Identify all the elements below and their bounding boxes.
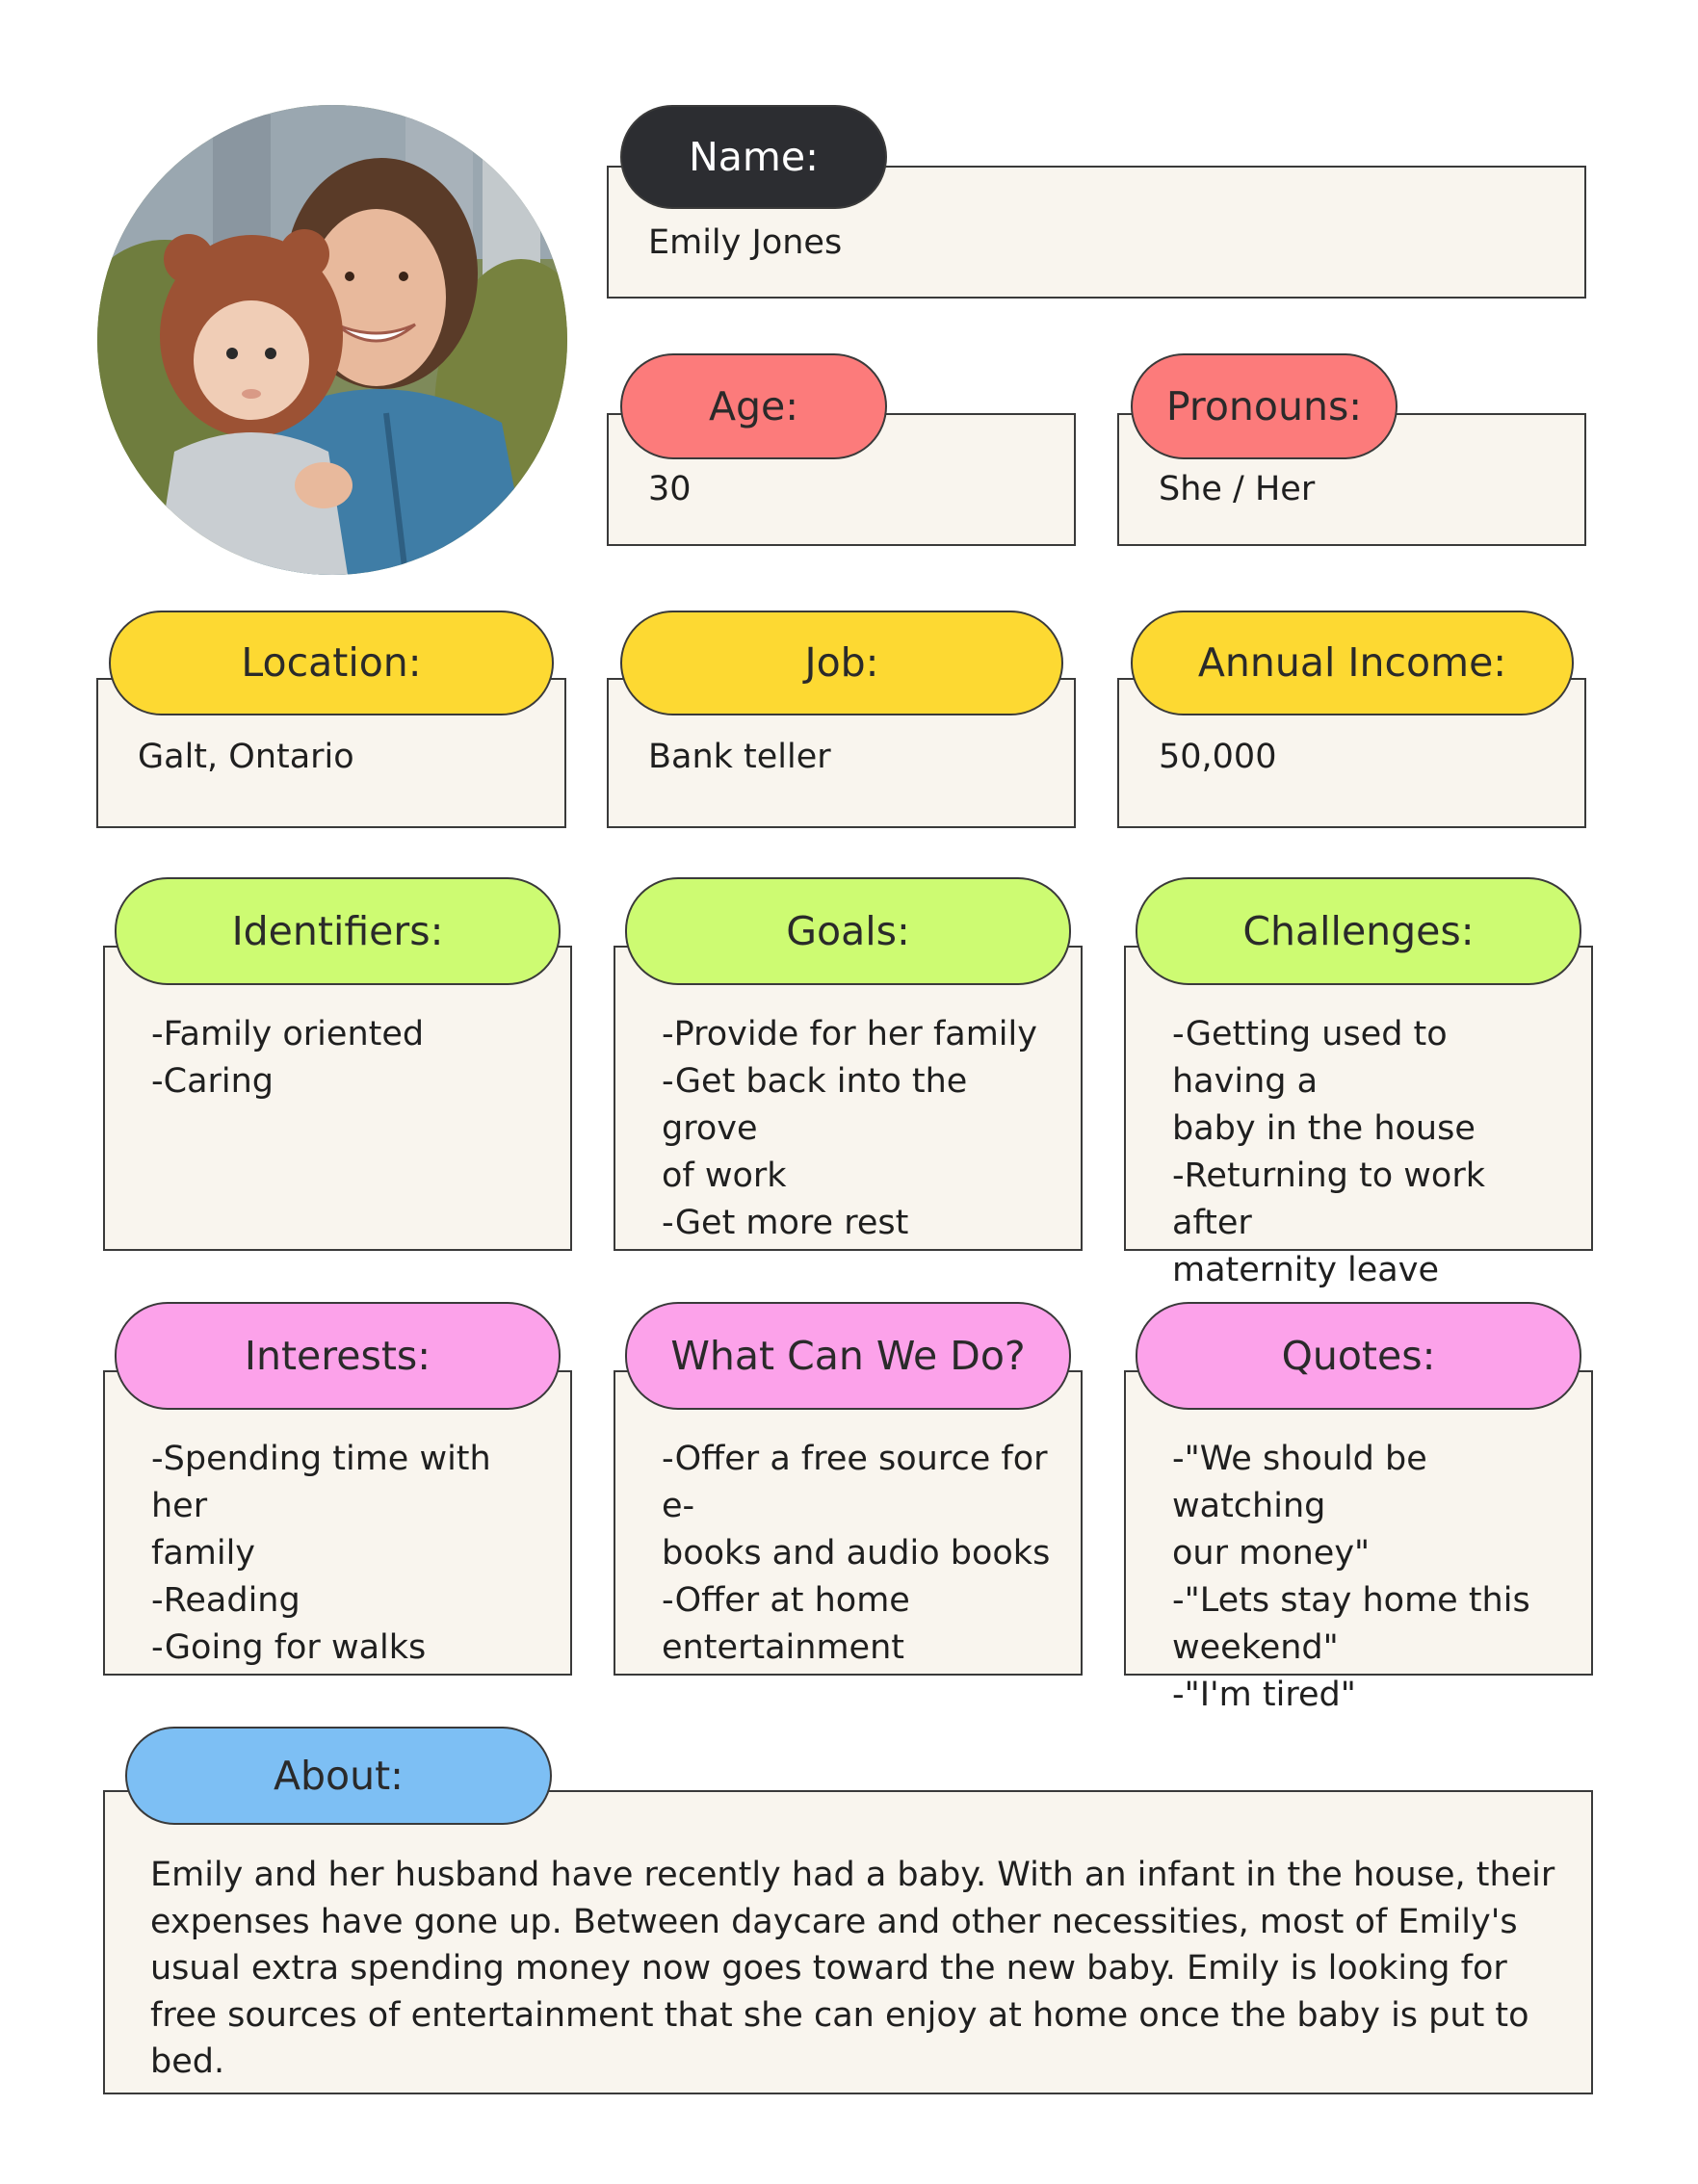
- interests-value: -Spending time with her family -Reading -Going for walks: [151, 1440, 491, 1667]
- goals-value: -Provide for her family -Get back into the grove of work -Get more rest: [662, 1015, 1037, 1242]
- identifiers-value: -Family oriented -Caring: [151, 1015, 425, 1101]
- identifiers-box: [103, 946, 572, 1251]
- what-can-we-do-label: What Can We Do?: [625, 1302, 1071, 1410]
- age-label: Age:: [620, 353, 887, 459]
- challenges-label: Challenges:: [1136, 877, 1581, 985]
- job-value: Bank teller: [648, 738, 831, 776]
- persona-photo-icon: [97, 105, 567, 575]
- about-box: [103, 1790, 1593, 2094]
- persona-photo: [97, 105, 567, 575]
- quotes-value: -"We should be watching our money" -"Lets stay home this weekend" -"I'm tired": [1172, 1440, 1530, 1714]
- about-text: Emily and her husband have recently had a baby. With an infant in the house, their expenses have gone up. Between daycare and other necessities, most of Emily's usual extra spending money now goes toward the new baby. Emily is looking for free sources of entertainment that she can enjoy at home once the baby is put to bed.: [150, 1856, 1555, 2081]
- challenges-value: -Getting used to having a baby in the house -Returning to work after maternity leave: [1172, 1015, 1485, 1289]
- income-value: 50,000: [1159, 738, 1277, 776]
- name-value: Emily Jones: [648, 223, 843, 262]
- goals-box: [614, 946, 1083, 1251]
- interests-label: Interests:: [115, 1302, 561, 1410]
- job-label: Job:: [620, 611, 1063, 715]
- name-label: Name:: [620, 105, 887, 209]
- what-can-we-do-box: [614, 1370, 1083, 1676]
- identifiers-label: Identifiers:: [115, 877, 561, 985]
- location-value: Galt, Ontario: [138, 738, 354, 776]
- about-label: About:: [125, 1727, 552, 1825]
- pronouns-label: Pronouns:: [1131, 353, 1398, 459]
- goals-label: Goals:: [625, 877, 1071, 985]
- interests-box: [103, 1370, 572, 1676]
- age-value: 30: [648, 470, 692, 508]
- quotes-box: [1124, 1370, 1593, 1714]
- what-can-we-do-value: -Offer a free source for e- books and audio books -Offer at home entertainment: [662, 1440, 1051, 1667]
- quotes-label: Quotes:: [1136, 1302, 1581, 1410]
- income-label: Annual Income:: [1131, 611, 1574, 715]
- pronouns-value: She / Her: [1159, 470, 1316, 508]
- location-label: Location:: [109, 611, 554, 715]
- challenges-box: [1124, 946, 1593, 1289]
